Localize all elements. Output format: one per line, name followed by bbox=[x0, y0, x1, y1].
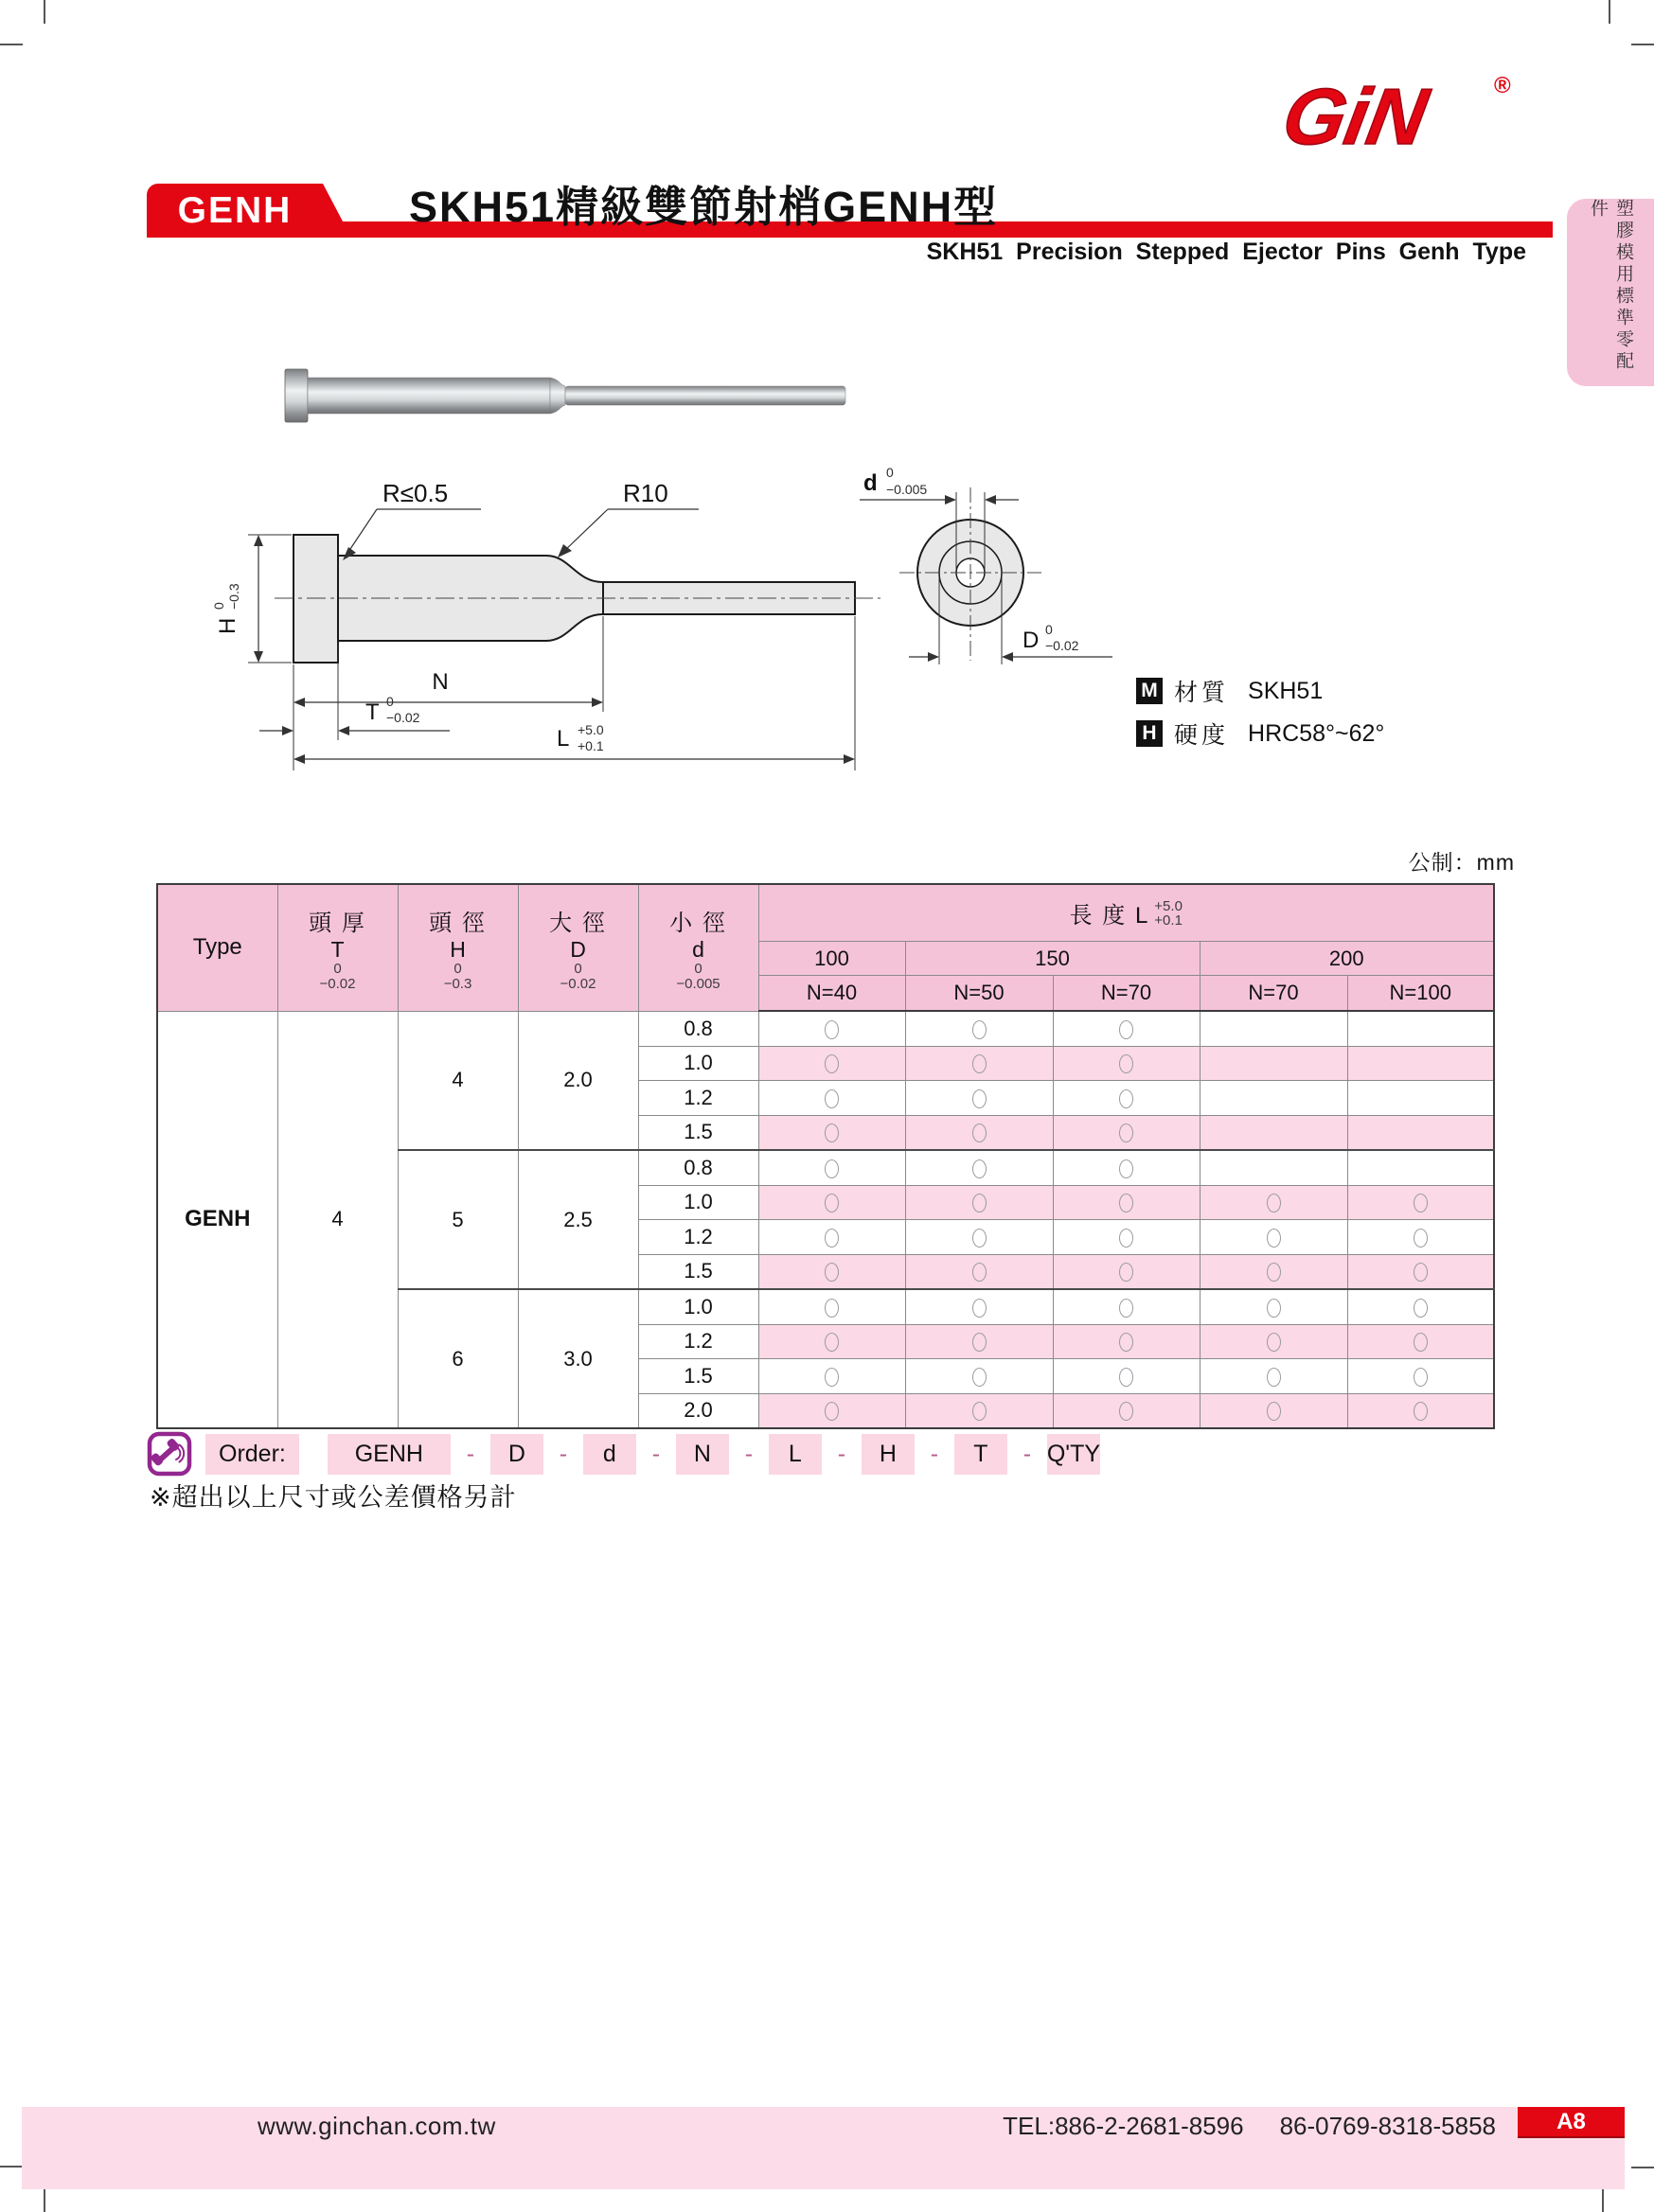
svg-text:+5.0: +5.0 bbox=[578, 722, 604, 737]
side-tab bbox=[1567, 199, 1654, 386]
availability-circle bbox=[825, 1089, 839, 1108]
availability-cell bbox=[1053, 1115, 1200, 1150]
col-header-t: 頭 厚 T 0 −0.02 bbox=[277, 884, 398, 1011]
availability-circle bbox=[1414, 1368, 1428, 1387]
availability-circle bbox=[825, 1020, 839, 1039]
availability-cell bbox=[1347, 1324, 1494, 1359]
n-header: N=70 bbox=[1200, 976, 1347, 1012]
availability-circle bbox=[972, 1089, 987, 1108]
tel-2: 86-0769-8318-5858 bbox=[1279, 2112, 1496, 2140]
availability-cell bbox=[758, 1046, 905, 1081]
table-row bbox=[157, 1011, 1494, 1046]
svg-text:−0.005: −0.005 bbox=[886, 482, 928, 497]
availability-circle bbox=[972, 1054, 987, 1073]
availability-cell bbox=[1347, 1185, 1494, 1220]
availability-circle bbox=[972, 1124, 987, 1142]
availability-circle bbox=[972, 1229, 987, 1248]
crop-mark bbox=[1602, 2189, 1604, 2212]
small-dia-cell: 1.0 bbox=[638, 1046, 758, 1081]
dim-D: D bbox=[1023, 628, 1040, 653]
availability-circle bbox=[825, 1054, 839, 1073]
availability-circle bbox=[825, 1368, 839, 1387]
availability-cell bbox=[1200, 1115, 1347, 1150]
dimension-drawing bbox=[180, 445, 1146, 790]
availability-cell bbox=[1200, 1359, 1347, 1394]
availability-cell bbox=[1200, 1011, 1347, 1046]
small-dia-cell: 1.5 bbox=[638, 1359, 758, 1394]
availability-cell bbox=[758, 1220, 905, 1255]
small-dia-cell: 1.5 bbox=[638, 1254, 758, 1289]
availability-cell bbox=[1053, 1046, 1200, 1081]
availability-circle bbox=[1414, 1229, 1428, 1248]
availability-cell bbox=[905, 1011, 1053, 1046]
availability-cell bbox=[1200, 1324, 1347, 1359]
small-dia-cell: 1.2 bbox=[638, 1324, 758, 1359]
availability-circle bbox=[972, 1402, 987, 1421]
svg-text:−0.3: −0.3 bbox=[226, 583, 241, 610]
availability-cell bbox=[1200, 1220, 1347, 1255]
availability-cell bbox=[1053, 1393, 1200, 1428]
col-header-length: 長 度 L +5.0 +0.1 bbox=[758, 884, 1494, 942]
material-value: SKH51 bbox=[1248, 677, 1324, 704]
unit-note: 公制：mm bbox=[1408, 850, 1515, 875]
col-header-D: 大 徑 D 0 −0.02 bbox=[518, 884, 638, 1011]
availability-cell bbox=[1053, 1185, 1200, 1220]
col-header-type: Type bbox=[157, 884, 277, 1011]
availability-circle bbox=[972, 1333, 987, 1352]
svg-text:0: 0 bbox=[386, 694, 394, 709]
availability-circle bbox=[825, 1229, 839, 1248]
availability-cell bbox=[905, 1185, 1053, 1220]
availability-circle bbox=[972, 1299, 987, 1318]
availability-circle bbox=[825, 1402, 839, 1421]
availability-circle bbox=[972, 1020, 987, 1039]
order-label: Order: bbox=[205, 1434, 299, 1475]
availability-cell bbox=[1200, 1150, 1347, 1185]
availability-circle bbox=[1267, 1368, 1281, 1387]
order-separator: - bbox=[651, 1440, 661, 1467]
dim-d: d bbox=[863, 470, 878, 496]
availability-circle bbox=[825, 1194, 839, 1212]
series-badge: GENH bbox=[147, 184, 323, 238]
availability-cell bbox=[758, 1289, 905, 1324]
order-separator: - bbox=[930, 1440, 939, 1467]
availability-cell bbox=[758, 1011, 905, 1046]
order-separator: - bbox=[559, 1440, 568, 1467]
availability-cell bbox=[905, 1359, 1053, 1394]
crop-mark bbox=[0, 2166, 22, 2168]
availability-cell bbox=[1347, 1254, 1494, 1289]
pin-photo bbox=[279, 358, 866, 438]
hardness-symbol: H bbox=[1136, 720, 1163, 747]
availability-cell bbox=[1347, 1359, 1494, 1394]
availability-cell bbox=[905, 1254, 1053, 1289]
small-dia-cell: 2.0 bbox=[638, 1393, 758, 1428]
brand-logo-text: GiN bbox=[1276, 71, 1434, 161]
svg-text:−0.02: −0.02 bbox=[386, 710, 420, 725]
order-part: L bbox=[769, 1434, 822, 1475]
availability-cell bbox=[1347, 1011, 1494, 1046]
availability-cell bbox=[1200, 1081, 1347, 1116]
availability-cell bbox=[1053, 1289, 1200, 1324]
availability-circle bbox=[1267, 1402, 1281, 1421]
hardness-row bbox=[1136, 717, 1384, 751]
availability-circle bbox=[1119, 1368, 1133, 1387]
availability-cell bbox=[758, 1115, 905, 1150]
availability-cell bbox=[1200, 1254, 1347, 1289]
small-dia-cell: 0.8 bbox=[638, 1150, 758, 1185]
availability-cell bbox=[758, 1393, 905, 1428]
availability-cell bbox=[905, 1046, 1053, 1081]
order-separator: - bbox=[837, 1440, 846, 1467]
availability-circle bbox=[972, 1368, 987, 1387]
svg-text:−0.02: −0.02 bbox=[1045, 638, 1079, 653]
availability-cell bbox=[1347, 1081, 1494, 1116]
small-dia-cell: 1.2 bbox=[638, 1081, 758, 1116]
order-format bbox=[328, 1434, 1100, 1475]
availability-circle bbox=[1414, 1194, 1428, 1212]
hardness-label: 硬度 bbox=[1174, 722, 1230, 749]
availability-circle bbox=[825, 1263, 839, 1282]
availability-circle bbox=[972, 1194, 987, 1212]
dim-T: T bbox=[365, 699, 380, 725]
availability-cell bbox=[758, 1150, 905, 1185]
availability-cell bbox=[758, 1081, 905, 1116]
small-dia-cell: 1.0 bbox=[638, 1185, 758, 1220]
availability-circle bbox=[1267, 1229, 1281, 1248]
availability-cell bbox=[905, 1220, 1053, 1255]
small-dia-cell: 0.8 bbox=[638, 1011, 758, 1046]
small-dia-cell: 1.5 bbox=[638, 1115, 758, 1150]
availability-circle bbox=[1119, 1229, 1133, 1248]
material-block bbox=[1136, 674, 1384, 751]
availability-cell bbox=[905, 1115, 1053, 1150]
head-thickness-cell: 4 bbox=[277, 1011, 398, 1428]
svg-text:0: 0 bbox=[211, 602, 226, 610]
length-group-100: 100 bbox=[758, 942, 905, 976]
availability-cell bbox=[1053, 1150, 1200, 1185]
material-symbol: M bbox=[1136, 678, 1163, 704]
order-part: GENH bbox=[328, 1434, 451, 1475]
material-row bbox=[1136, 674, 1384, 708]
registered-mark: ® bbox=[1494, 73, 1511, 98]
big-dia-cell: 3.0 bbox=[518, 1289, 638, 1428]
availability-circle bbox=[972, 1263, 987, 1282]
availability-cell bbox=[905, 1324, 1053, 1359]
availability-circle bbox=[1414, 1402, 1428, 1421]
order-row bbox=[147, 1431, 1100, 1477]
website-text: www.ginchan.com.tw bbox=[258, 2112, 496, 2140]
availability-circle bbox=[1119, 1020, 1133, 1039]
footnote: ※超出以上尺寸或公差價格另計 bbox=[150, 1483, 517, 1512]
material-label: 材質 bbox=[1174, 680, 1230, 706]
availability-cell bbox=[1053, 1081, 1200, 1116]
dim-H: H bbox=[215, 617, 240, 634]
availability-cell bbox=[1053, 1324, 1200, 1359]
crop-mark bbox=[1631, 2167, 1654, 2168]
availability-circle bbox=[1119, 1054, 1133, 1073]
availability-cell bbox=[905, 1150, 1053, 1185]
availability-circle bbox=[1119, 1089, 1133, 1108]
availability-circle bbox=[1119, 1124, 1133, 1142]
availability-circle bbox=[1267, 1299, 1281, 1318]
availability-cell bbox=[1347, 1046, 1494, 1081]
availability-circle bbox=[1414, 1333, 1428, 1352]
length-group-200: 200 bbox=[1200, 942, 1494, 976]
availability-circle bbox=[825, 1159, 839, 1178]
svg-text:0: 0 bbox=[886, 465, 894, 480]
col-header-h: 頭 徑 H 0 −0.3 bbox=[398, 884, 518, 1011]
availability-circle bbox=[1267, 1333, 1281, 1352]
availability-cell bbox=[1053, 1254, 1200, 1289]
length-group-150: 150 bbox=[905, 942, 1200, 976]
availability-cell bbox=[758, 1324, 905, 1359]
phone-icon bbox=[147, 1431, 192, 1477]
order-part: N bbox=[676, 1434, 729, 1475]
n-header: N=40 bbox=[758, 976, 905, 1012]
availability-circle bbox=[825, 1124, 839, 1142]
order-part: Q'TY bbox=[1047, 1434, 1100, 1475]
availability-circle bbox=[1119, 1299, 1133, 1318]
big-dia-cell: 2.5 bbox=[518, 1150, 638, 1289]
big-dia-cell: 2.0 bbox=[518, 1011, 638, 1150]
availability-circle bbox=[1119, 1402, 1133, 1421]
n-header: N=100 bbox=[1347, 976, 1494, 1012]
availability-cell bbox=[1053, 1359, 1200, 1394]
page-code-badge: A8 bbox=[1518, 2107, 1625, 2136]
order-part: D bbox=[490, 1434, 543, 1475]
availability-cell bbox=[1347, 1220, 1494, 1255]
availability-cell bbox=[905, 1289, 1053, 1324]
col-header-d: 小 徑 d 0 −0.005 bbox=[638, 884, 758, 1011]
availability-circle bbox=[825, 1333, 839, 1352]
crop-mark bbox=[44, 0, 45, 24]
availability-cell bbox=[758, 1185, 905, 1220]
availability-circle bbox=[1119, 1194, 1133, 1212]
availability-circle bbox=[1414, 1263, 1428, 1282]
availability-cell bbox=[1347, 1150, 1494, 1185]
page-title-zh: SKH51精級雙節射梢GENH型 bbox=[409, 183, 999, 231]
side-tab-text: 塑膠模用標準零配件 bbox=[1588, 199, 1633, 373]
availability-cell bbox=[1347, 1393, 1494, 1428]
dim-L: L bbox=[557, 726, 570, 752]
availability-circle bbox=[1267, 1263, 1281, 1282]
tel-1: TEL:886-2-2681-8596 bbox=[1003, 2112, 1244, 2140]
head-dia-cell: 6 bbox=[398, 1289, 518, 1428]
availability-circle bbox=[1119, 1263, 1133, 1282]
radius-label-1: R≤0.5 bbox=[382, 479, 449, 507]
availability-circle bbox=[972, 1159, 987, 1178]
crop-mark bbox=[0, 44, 23, 45]
radius-label-2: R10 bbox=[623, 479, 668, 507]
n-header: N=50 bbox=[905, 976, 1053, 1012]
svg-text:0: 0 bbox=[1045, 622, 1053, 637]
availability-circle bbox=[1414, 1299, 1428, 1318]
svg-text:+0.1: +0.1 bbox=[578, 738, 604, 753]
order-part: T bbox=[954, 1434, 1007, 1475]
crop-mark bbox=[44, 2189, 45, 2212]
order-part: H bbox=[862, 1434, 915, 1475]
availability-cell bbox=[758, 1359, 905, 1394]
hardness-value: HRC58°~62° bbox=[1248, 719, 1385, 747]
availability-circle bbox=[1119, 1333, 1133, 1352]
crop-mark bbox=[1631, 44, 1654, 45]
availability-cell bbox=[1200, 1393, 1347, 1428]
availability-cell bbox=[1200, 1046, 1347, 1081]
order-part: d bbox=[583, 1434, 636, 1475]
small-dia-cell: 1.2 bbox=[638, 1220, 758, 1255]
order-separator: - bbox=[466, 1440, 475, 1467]
availability-cell bbox=[905, 1081, 1053, 1116]
spec-table bbox=[156, 883, 1495, 1429]
dim-N: N bbox=[432, 669, 449, 695]
availability-cell bbox=[1053, 1011, 1200, 1046]
availability-cell bbox=[758, 1254, 905, 1289]
order-separator: - bbox=[1023, 1440, 1032, 1467]
availability-cell bbox=[1347, 1289, 1494, 1324]
availability-cell bbox=[1053, 1220, 1200, 1255]
n-header: N=70 bbox=[1053, 976, 1200, 1012]
availability-circle bbox=[825, 1299, 839, 1318]
tel-text bbox=[956, 2112, 1496, 2141]
availability-cell bbox=[905, 1393, 1053, 1428]
availability-circle bbox=[1267, 1194, 1281, 1212]
type-cell: GENH bbox=[157, 1011, 277, 1428]
small-dia-cell: 1.0 bbox=[638, 1289, 758, 1324]
page-subtitle-en: SKH51 Precision Stepped Ejector Pins Genh Type bbox=[926, 239, 1526, 265]
order-separator: - bbox=[744, 1440, 754, 1467]
availability-circle bbox=[1119, 1159, 1133, 1178]
head-dia-cell: 5 bbox=[398, 1150, 518, 1289]
availability-cell bbox=[1200, 1289, 1347, 1324]
crop-mark bbox=[1609, 0, 1610, 24]
availability-cell bbox=[1347, 1115, 1494, 1150]
brand-logo bbox=[1267, 66, 1522, 166]
head-dia-cell: 4 bbox=[398, 1011, 518, 1150]
availability-cell bbox=[1200, 1185, 1347, 1220]
